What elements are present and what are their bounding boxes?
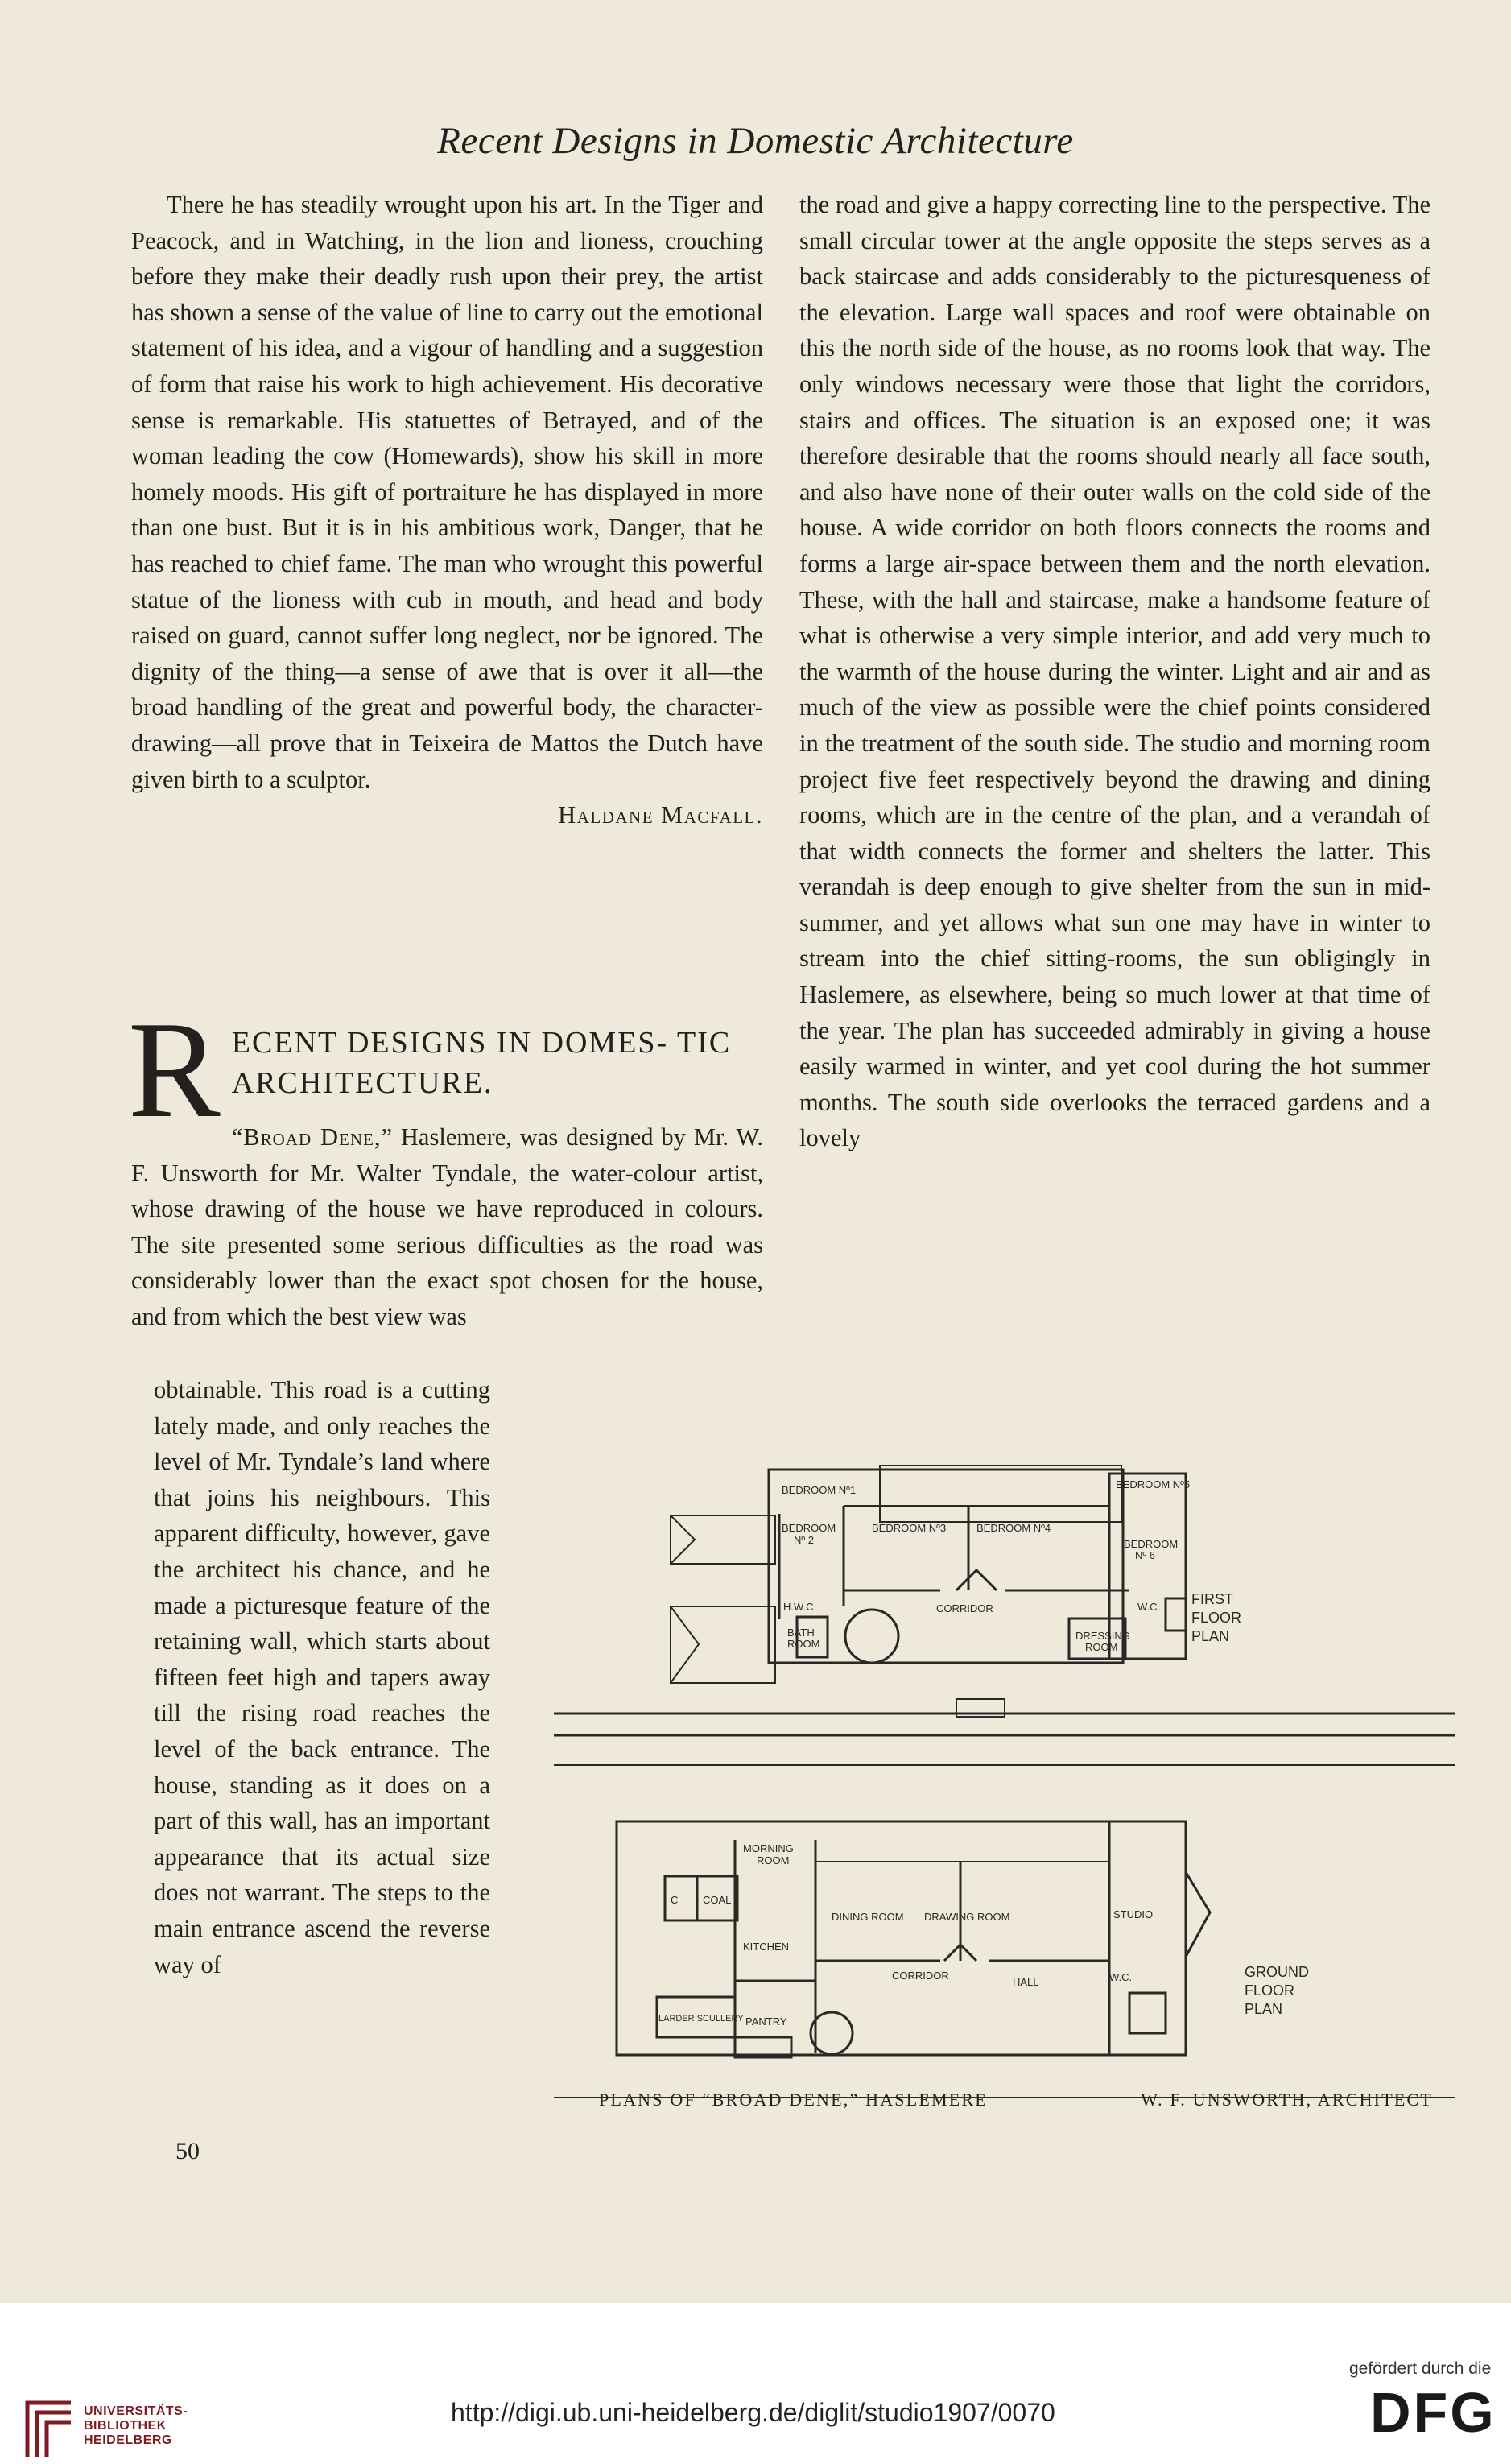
svg-text:PANTRY: PANTRY	[745, 2015, 787, 2028]
page-title: Recent Designs in Domestic Architecture	[437, 120, 1074, 162]
svg-text:W.C.: W.C.	[1109, 1971, 1133, 1983]
svg-text:CORRIDOR: CORRIDOR	[892, 1970, 949, 1982]
svg-text:LARDER SCULLERY: LARDER SCULLERY	[658, 2014, 744, 2024]
left-paragraph: There he has steadily wrought upon his art. In the Tiger and Peacock, and in Watching, in the lion and lioness, crouching before they make their deadly rush upon their prey, the artist has shown a sense of the value of line to carry out the emotional statement of his idea, and a vigour of handling and a suggestion of form that raise his work to high achievement. His decorative sense is remarkable. His statuettes of Betrayed, and of the woman leading the cow (Homewards), show his skill in more homely moods. His gift of portraiture he has displayed in more than one bust. But it is in his ambitious work, Danger, that he has reached to chief fame. The man who wrought this powerful statue of the lioness with cub in mouth, and head and body raised on guard, cannot suffer long neglect, nor be ignored. The dignity of the thing—a sense of awe that is over it all—the broad handling of the great and powerful body, the character-drawing—all prove that in Teixeira de Mattos the Dutch have given birth to a sculptor.	[131, 191, 763, 793]
svg-text:PLAN: PLAN	[1191, 1628, 1230, 1644]
svg-text:DRESSING: DRESSING	[1075, 1630, 1130, 1642]
library-name: UNIVERSITÄTS- BIBLIOTHEK HEIDELBERG	[84, 2404, 188, 2447]
svg-text:GROUND: GROUND	[1245, 1964, 1309, 1980]
svg-text:BEDROOM Nº4: BEDROOM Nº4	[976, 1522, 1051, 1534]
svg-text:BEDROOM Nº3: BEDROOM Nº3	[872, 1522, 947, 1534]
svg-text:KITCHEN: KITCHEN	[743, 1941, 790, 1953]
page-number: 50	[175, 2138, 200, 2164]
svg-text:COAL: COAL	[703, 1894, 732, 1906]
plans-caption	[599, 2090, 1433, 2111]
svg-text:DRAWING ROOM: DRAWING ROOM	[924, 1911, 1010, 1923]
svg-text:ROOM: ROOM	[1085, 1641, 1118, 1653]
svg-text:BEDROOM: BEDROOM	[1124, 1538, 1179, 1550]
drop-cap: R	[128, 994, 221, 1147]
floor-plans	[538, 1425, 1455, 2102]
svg-text:FLOOR: FLOOR	[1191, 1610, 1242, 1626]
svg-text:ROOM: ROOM	[757, 1854, 790, 1867]
house-name: “Broad Dene,”	[231, 1123, 394, 1151]
funded-by-text: gefördert durch die	[1349, 2359, 1492, 2378]
svg-text:STUDIO: STUDIO	[1113, 1908, 1154, 1920]
caption-left: PLANS OF “BROAD DENE,” HASLEMERE	[599, 2090, 988, 2110]
svg-text:HALL: HALL	[1013, 1976, 1039, 1988]
svg-text:BEDROOM Nº1: BEDROOM Nº1	[782, 1484, 857, 1496]
narrow-column	[154, 1372, 490, 1982]
library-logo-icon	[21, 2396, 77, 2461]
caption-right: W. F. UNSWORTH, ARCHITECT	[1141, 2090, 1433, 2110]
svg-text:ROOM: ROOM	[787, 1638, 820, 1650]
section-intro-text: Haslemere, was designed by Mr. W. F. Unsworth for Mr. Walter Tyndale, the water-colour artist, whose drawing of the house we have reproduced in colours. The site presented some serious difficulties as the road was considerably lower than the exact spot chosen for the house, and from which the best view was	[131, 1123, 763, 1330]
section-intro	[131, 1119, 763, 1335]
source-url-link[interactable]: http://digi.ub.uni-heidelberg.de/diglit/studio1907/0070	[451, 2398, 1055, 2427]
narrow-paragraph: obtainable. This road is a cutting lately made, and only reaches the level of Mr. Tyndale’s land where that joins his neighbours. This apparent difficulty, however, gave the architect his chance, and he made a picturesque feature of the retaining wall, which starts about fifteen feet high and tapers away till the rising road reaches the level of the back entrance. The house, standing as it does on a part of this wall, has an important appearance that its actual size does not warrant. The steps to the main entrance ascend the reverse way of	[154, 1376, 490, 1978]
svg-text:CORRIDOR: CORRIDOR	[936, 1602, 993, 1614]
section-heading: ECENT DESIGNS IN DOMES- TIC ARCHITECTURE.	[231, 1026, 732, 1100]
right-column	[799, 187, 1430, 1156]
svg-text:BATH: BATH	[787, 1627, 815, 1639]
left-column	[131, 187, 763, 833]
svg-text:H.W.C.: H.W.C.	[783, 1601, 817, 1613]
svg-text:BEDROOM Nº5: BEDROOM Nº5	[1116, 1478, 1191, 1490]
svg-text:FLOOR: FLOOR	[1245, 1982, 1295, 1999]
svg-text:Nº 6: Nº 6	[1135, 1549, 1155, 1561]
svg-text:FIRST: FIRST	[1191, 1591, 1233, 1607]
author-signature: Haldane Macfall.	[558, 801, 763, 829]
svg-text:PLAN: PLAN	[1245, 2001, 1283, 2017]
svg-text:W.C.: W.C.	[1137, 1601, 1161, 1613]
dfg-logo: DFG	[1370, 2381, 1497, 2444]
footer-bar	[0, 2303, 1511, 2464]
right-paragraph: the road and give a happy correcting line to the perspective. The small circular tower at the angle opposite the steps serves as a back staircase and adds considerably to the picturesqueness of the elevation. Large wall spaces and roof were obtainable on this the north side of the house, as no rooms look that way. The only windows necessary were those that light the corridors, stairs and offices. The situation is an exposed one; it was therefore desirable that the rooms should nearly all face south, and also have none of their outer walls on the cold side of the house. A wide corridor on both floors connects the rooms and forms a large air-space between them and the north elevation. These, with the hall and staircase, make a handsome feature of what is otherwise a very simple interior, and add very much to the warmth of the house during the winter. Light and air and as much of the view as possible were the chief points considered in the treatment of the south side. The studio and morning room project five feet respectively beyond the drawing and dining rooms, which are in the centre of the plan, and a verandah of that width connects the former and shelters the latter. This verandah is deep enough to give shelter from the sun in mid-summer, and yet allows what sun one may have in winter to stream into the chief sitting-rooms, the sun obligingly in Haslemere, as elsewhere, being so much lower at that time of the year. The plan has succeeded admirably in giving a house easily warmed in winter, and yet cool during the hot summer months. The south side overlooks the terraced gardens and a lovely	[799, 191, 1430, 1152]
svg-text:Nº 2: Nº 2	[794, 1534, 814, 1546]
svg-text:DINING ROOM: DINING ROOM	[832, 1911, 904, 1923]
article-section	[128, 994, 763, 1335]
svg-text:MORNING: MORNING	[743, 1842, 794, 1854]
svg-text:BEDROOM: BEDROOM	[782, 1522, 836, 1534]
svg-text:C: C	[671, 1894, 679, 1906]
